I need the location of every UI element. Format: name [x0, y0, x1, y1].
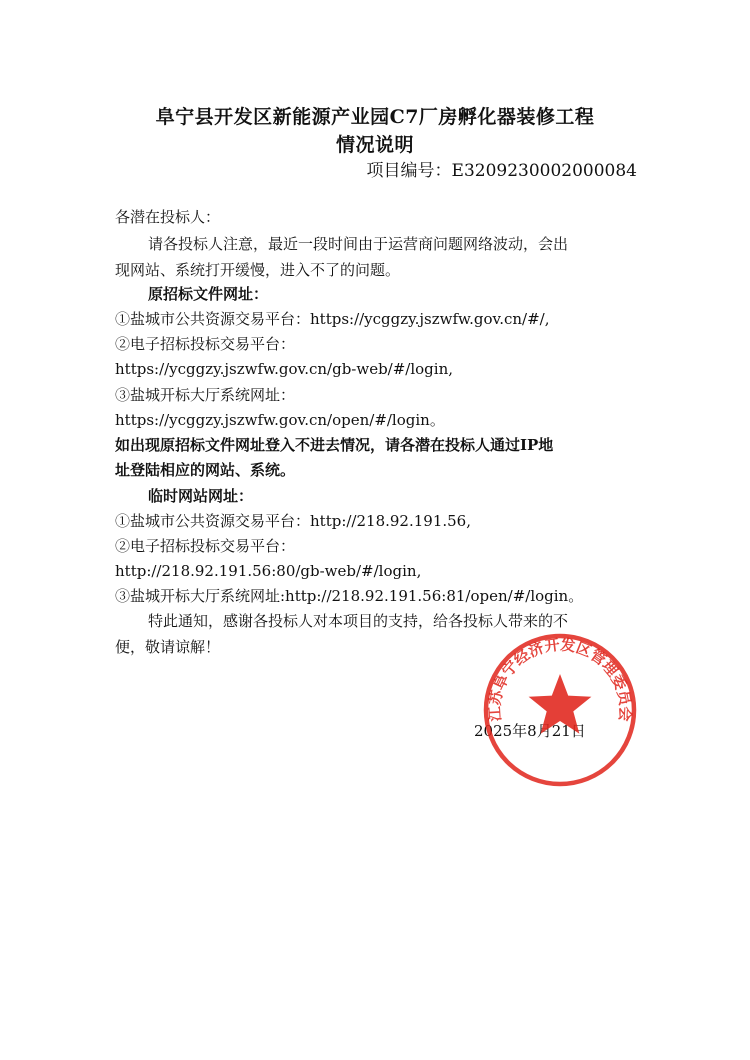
temporary-urls-heading: 临时网站网址：: [148, 487, 254, 505]
document-title: 阜宁县开发区新能源产业园C7厂房孵化器装修工程: [155, 106, 595, 128]
official-seal-icon: [480, 630, 640, 790]
original-url-item-2-label: ②电子招标投标交易平台：: [115, 335, 296, 353]
notice-paragraph-line-2: 现网站、系统打开缓慢，进入不了的问题。: [115, 261, 401, 279]
temporary-url-item-2-label: ②电子招标投标交易平台：: [115, 537, 296, 555]
original-url-item-2-link: https://ycggzy.jszwfw.gov.cn/gb-web/#/login,: [115, 360, 454, 378]
closing-line-2: 便，敬请谅解！: [115, 638, 221, 656]
temporary-url-item-2-link: http://218.92.191.56:80/gb-web/#/login,: [115, 562, 422, 580]
document-date: 2025年8月21日: [474, 722, 586, 740]
temporary-url-item-3: ③盐城开标大厅系统网址:http://218.92.191.56:81/open/#/login。: [115, 587, 584, 605]
original-urls-heading: 原招标文件网址：: [148, 285, 269, 303]
document-subtitle: 情况说明: [335, 134, 414, 156]
ip-notice-line-1: 如出现原招标文件网址登入不进去情况，请各潜在投标人通过IP地: [115, 436, 554, 454]
project-number: 项目编号：E3209230002000084: [366, 161, 637, 181]
notice-paragraph-line-1: 请各投标人注意，最近一段时间由于运营商问题网络波动，会出: [148, 235, 569, 253]
original-url-item-3-link: https://ycggzy.jszwfw.gov.cn/open/#/login。: [115, 411, 445, 429]
temporary-url-item-1: ①盐城市公共资源交易平台：http://218.92.191.56,: [115, 512, 471, 530]
original-url-item-1: ①盐城市公共资源交易平台：https://ycggzy.jszwfw.gov.cn/#/,: [115, 310, 550, 328]
closing-line-1: 特此通知，感谢各投标人对本项目的支持，给各投标人带来的不: [148, 612, 569, 630]
salutation: 各潜在投标人：: [115, 208, 221, 226]
original-url-item-3-label: ③盐城开标大厅系统网址：: [115, 386, 296, 404]
seal-text: 江苏阜宁经济开发区管理委员会: [485, 635, 635, 722]
ip-notice-line-2: 址登陆相应的网站、系统。: [115, 461, 296, 479]
